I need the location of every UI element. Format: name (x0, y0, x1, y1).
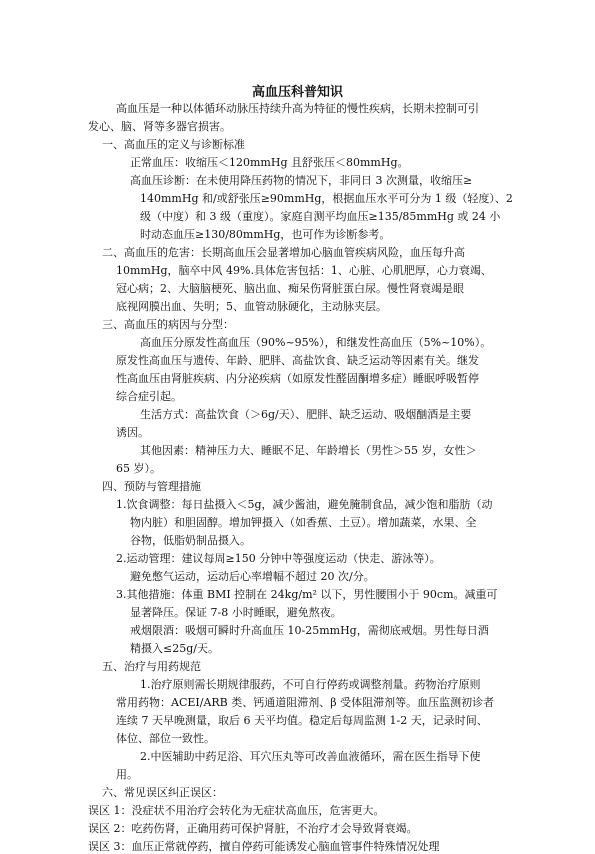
body-line: 底视网膜出血、失明；5、血管动脉硬化，主动脉夹层。 (116, 300, 387, 313)
section-heading: 四、预防与管理措施 (102, 480, 201, 493)
body-line: 综合症引起。 (116, 390, 182, 403)
document-title: 高血压科普知识 (251, 85, 343, 100)
body-line: 高血压诊断：在未使用降压药物的情况下，非同日 3 次测量，收缩压≥ (130, 174, 473, 187)
body-line: 常用药物：ACEI/ARB 类、钙通道阻滞剂、β 受体阻滞剂等。血压监测初诊者 (116, 696, 495, 709)
section-heading: 六、常见误区纠正误区： (102, 786, 223, 799)
body-line: 高血压分原发性高血压（90%~95%），和继发性高血压（5%~10%）。 (140, 336, 492, 349)
body-line: 65 岁）。 (116, 462, 161, 475)
body-line: 谷物，低脂奶制品摄入。 (130, 534, 251, 547)
intro-line: 发心、脑、肾等多器官损害。 (88, 120, 231, 133)
body-line: 10mmHg，脑卒中风 49%.具体危害包括：1、心脏、心肌肥厚，心力衰竭、 (116, 264, 492, 277)
section-heading: 一、高血压的定义与诊断标准 (102, 138, 245, 151)
myth-line: 误区 1：没症状不用治疗会转化为无症状高血压，危害更大。 (88, 804, 385, 817)
body-line: 1.饮食调整：每日盐摄入＜5g，减少酱油，避免腌制食品，减少饱和脂肪（动 (116, 498, 493, 511)
body-line: 显著降压。保证 7-8 小时睡眠，避免熬夜。 (130, 606, 342, 619)
body-line: 生活方式：高盐饮食（＞6g/天）、肥胖、缺乏运动、吸烟酗酒是主要 (140, 408, 472, 421)
body-line: 1.治疗原则需长期规律服药，不可自行停药或调整剂量。药物治疗原则 (140, 678, 481, 691)
section-heading: 五、治疗与用药规范 (102, 660, 201, 673)
body-line: 原发性高血压与遗传、年龄、肥胖、高盐饮食、缺乏运动等因素有关。继发 (116, 354, 479, 367)
body-line: 2.运动管理：建议每周≥150 分钟中等强度运动（快走、游泳等）。 (116, 552, 441, 565)
body-line: 级（中度）和 3 级（重度）。家庭自测平均血压≥135/85mmHg 或 24 小 (140, 210, 501, 223)
myth-line: 误区 3：血压正常就停药，擅自停药可能诱发心脑血管事件特殊情况处理 (88, 840, 440, 853)
section-heading: 二、高血压的危害：长期高血压会显著增加心脑血管疾病风险，血压每升高 (102, 246, 465, 259)
body-line: 2.中医辅助中药足浴、耳穴压丸等可改善血液循环，需在医生指导下使 (140, 750, 481, 763)
body-line: 性高血压由肾脏疾病、内分泌疾病（如原发性醛固酮增多症）睡眠呼吸暂停 (116, 372, 479, 385)
body-line: 连续 7 天早晚测量，取后 6 天平均值。稳定后每周监测 1-2 天，记录时间、 (116, 714, 488, 727)
myth-line: 误区 2：吃药伤肾，正确用药可保护肾脏，不治疗才会导致肾衰竭。 (88, 822, 418, 835)
body-line: 时动态血压≥130/80mmHg，也可作为诊断参考。 (140, 228, 391, 241)
body-line: 戒烟限酒：吸烟可瞬时升高血压 10-25mmHg，需彻底戒烟。男性每日酒 (130, 624, 489, 637)
body-line: 避免憋气运动，运动后心率增幅不超过 20 次/分。 (130, 570, 375, 583)
body-line: 物内脏）和胆固醇。增加钾摄入（如香蕉、土豆）。增加蔬菜，水果、全 (130, 516, 477, 529)
body-line: 体位、部位一致性。 (116, 732, 215, 745)
body-line: 其他因素：精神压力大、睡眠不足、年龄增长（男性＞55 岁，女性＞ (140, 444, 477, 457)
body-line: 140mmHg 和/或舒张压≥90mmHg，根据血压水平可分为 1 级（轻度）、2 (140, 192, 513, 205)
body-line: 用。 (116, 768, 138, 781)
body-line: 精摄入≤25g/天。 (130, 642, 219, 655)
body-line: 正常血压：收缩压＜120mmHg 且舒张压＜80mmHg。 (130, 156, 409, 169)
body-line: 3.其他措施：体重 BMI 控制在 24kg/m² 以下，男性腰围小于 90cm。减重可 (116, 588, 498, 601)
section-heading: 三、高血压的病因与分型： (102, 318, 234, 331)
body-line: 诱因。 (116, 426, 149, 439)
intro-line: 高血压是一种以体循环动脉压持续升高为特征的慢性疾病，长期未控制可引 (116, 102, 479, 115)
body-line: 冠心病；2、大脑脑梗死、脑出血、痴呆伤肾脏蛋白尿。慢性肾衰竭是眼 (116, 282, 464, 295)
